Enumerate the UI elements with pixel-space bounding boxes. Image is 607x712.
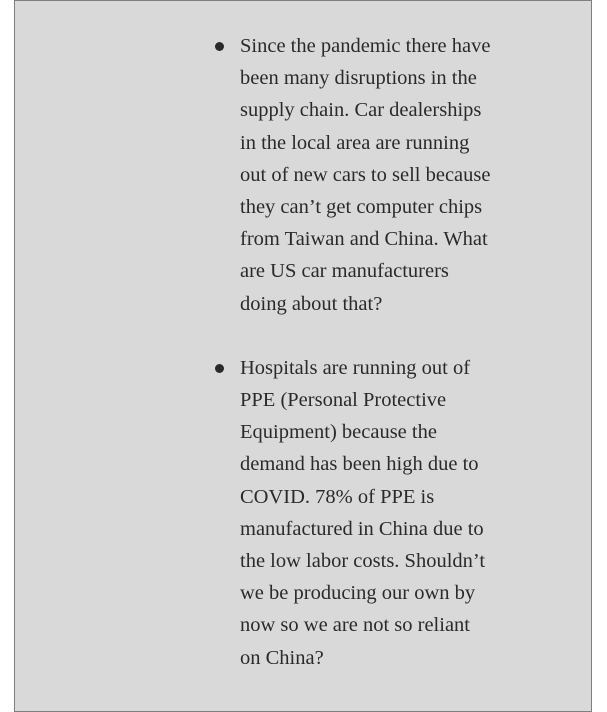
bullet-text-line: in the local area are running [240, 131, 470, 154]
bullet-text-line: we be producing our own by [240, 582, 476, 605]
bullet-icon [215, 364, 224, 373]
bullet-text-line: COVID. 78% of PPE is [240, 485, 435, 508]
bullet-text-line: demand has been high due to [240, 453, 479, 476]
bullet-text-line: manufactured in China due to [240, 517, 484, 540]
bullet-icon [215, 42, 224, 51]
bullet-text-line: been many disruptions in the [240, 67, 477, 90]
bullet-text-line: Equipment) because the [240, 421, 437, 444]
document-panel [14, 0, 592, 712]
bullet-text-line: Since the pandemic there have [240, 35, 491, 57]
bullet-text-line: Hospitals are running out of [240, 356, 471, 379]
bullet-text-line: are US car manufacturers [240, 260, 449, 283]
bullet-text-line: doing about that? [240, 292, 383, 315]
bullet-text-line: PPE (Personal Protective [240, 389, 447, 412]
bullet-text-line: from Taiwan and China. What [240, 228, 488, 251]
bullet-item-ppe [211, 352, 511, 674]
bullet-text-line: on China? [240, 646, 324, 669]
bullet-text-line: supply chain. Car dealerships [240, 99, 482, 122]
bullet-text-line: the low labor costs. Shouldn’t [240, 550, 486, 573]
bullet-text-line: out of new cars to sell because [240, 163, 491, 186]
bullet-item-supply-chain [211, 30, 511, 320]
bullet-text-line: they can’t get computer chips [240, 196, 483, 219]
bullet-list [211, 30, 511, 674]
bullet-text-line: now so we are not so reliant [240, 614, 470, 637]
